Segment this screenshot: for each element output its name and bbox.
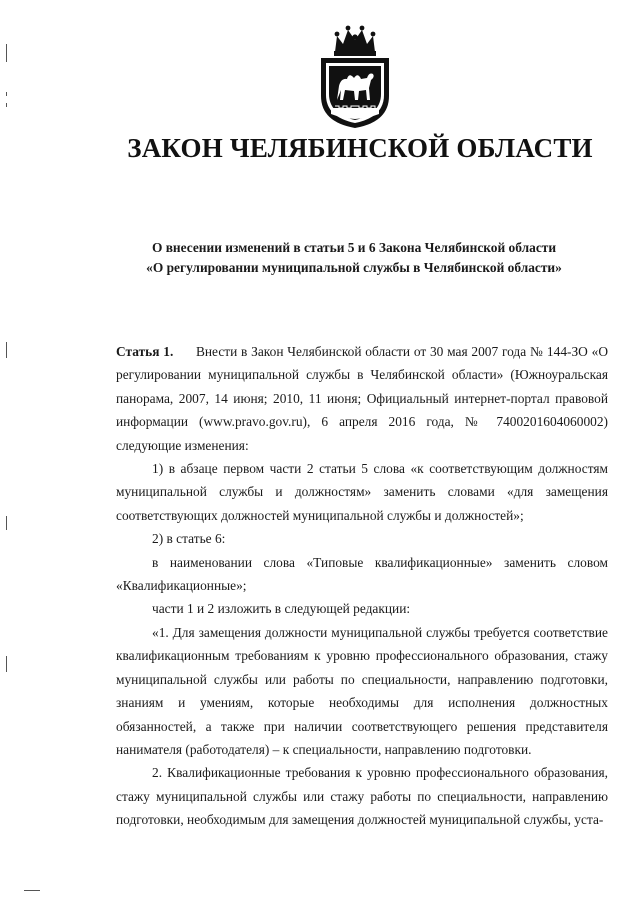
scan-edge-mark: [6, 516, 7, 530]
law-subtitle: [96, 238, 612, 278]
paragraph-text: Внести в Закон Челябинской области от 30 мая 2007 года № 144-ЗО «О регулировании муниципальной службы в Челябинской области» (Южноуральская панорама, 2007, 14 июня; 2010, 11 июня; Официальный интернет-портал правовой информации (www.pravo.gov.ru), 6 апреля 2016 года, № 7400201604060002) следующие изменения:: [116, 344, 608, 453]
scan-edge-mark: [6, 92, 7, 96]
scan-edge-mark: [6, 44, 7, 62]
paragraph: 1) в абзаце первом части 2 статьи 5 слова «к соответствующим должностям муниципальной службы и должностям» заменить словами «для замещения соответствующих должностей муниципальной службы и должностей»;: [116, 461, 608, 523]
scan-edge-mark: [6, 342, 7, 358]
scan-edge-mark: [6, 103, 7, 107]
scan-edge-mark: [24, 890, 40, 891]
law-title: ЗАКОН ЧЕЛЯБИНСКОЙ ОБЛАСТИ: [127, 133, 593, 163]
paragraph: «1. Для замещения должности муниципальной службы требуется соответствие квалификационным требованиям к уровню профессионального образования, стажу муниципальной службы или работы по специальности, направлению подготовки, знаниям и умениям, которые необходимы для исполнения должностных обязанностей, а также при наличии соответствующего решения представителя нанимателя (работодателя) – к специальности, направлению подготовки.: [116, 624, 608, 757]
subtitle-line: «О регулировании муниципальной службы в Челябинской области»: [146, 260, 562, 275]
paragraph: части 1 и 2 изложить в следующей редакции:: [152, 601, 411, 617]
paragraph: 2) в статье 6:: [152, 531, 226, 547]
scan-edge-mark: [6, 656, 7, 672]
chelyabinsk-coat-of-arms-icon: [313, 22, 397, 130]
article-label: Статья 1.: [116, 344, 174, 359]
paragraph: 2. Квалификационные требования к уровню профессионального образования, стажу муниципальной службы или стажу работы по специальности, направлению подготовки, необходимым для замещения должностей муниципальной службы, уста-: [116, 765, 608, 828]
paragraph: в наименовании слова «Типовые квалификационные» заменить словом «Квалификационные»;: [116, 554, 608, 594]
law-body: [116, 340, 608, 832]
subtitle-line: О внесении изменений в статьи 5 и 6 Закона Челябинской области: [151, 240, 557, 255]
paragraph: [116, 340, 608, 457]
